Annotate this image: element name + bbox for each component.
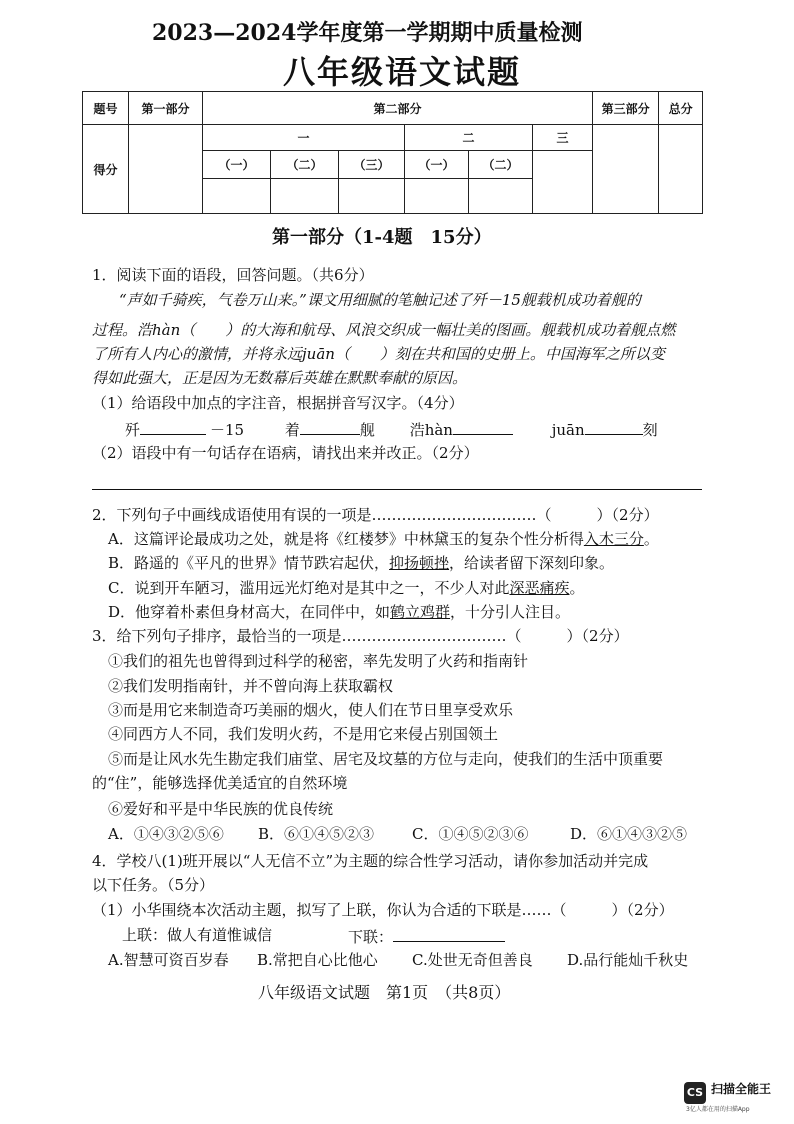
q1-sub2: （2）语段中有一句话存在语病，请找出来并改正。（2分） (92, 444, 479, 462)
q4-sub1: （1）小华围绕本次活动主题，拟写了上联，你认为合适的下联是……（ ）（2分） (92, 901, 674, 919)
cell-part3: 第三部分 (593, 92, 659, 125)
cell-s1: （一） (203, 151, 271, 179)
cell-total: 总分 (659, 92, 703, 125)
q1-answer-line[interactable] (92, 489, 702, 490)
fill3-blank[interactable] (453, 418, 513, 435)
cell-sec3: 三 (533, 125, 593, 151)
cell-s3-score[interactable] (339, 179, 405, 214)
cell-total-score[interactable] (659, 125, 703, 214)
fill4-char: juān (551, 421, 585, 439)
q4-lower-label: 下联： (348, 928, 394, 946)
q1-passage-line3: 了所有人内心的激情，并将永远juān（ ）刻在共和国的史册上。中国海军之所以变 (92, 345, 665, 363)
q4-lower-blank[interactable] (393, 925, 505, 942)
q2-option-d[interactable] (108, 602, 570, 622)
q3-sentence-5b: 的“住”，能够选择优美适宜的自然环境 (92, 774, 348, 792)
page-footer: 八年级语文试题 第1页 （共8页） (258, 983, 511, 1002)
q3-stem: 3．给下列句子排序，最恰当的一项是……………………………（ ）（2分） (92, 627, 629, 645)
q4-option-c[interactable]: C.处世无奇但善良 (412, 951, 533, 969)
q3-sentence-3: ③而是用它来制造奇巧美丽的烟火，使人们在节日里享受欢乐 (108, 701, 514, 719)
fill1-blank[interactable] (140, 418, 206, 435)
q1-sub1: （1）给语段中加点的字注音，根据拼音写汉字。（4分） (92, 394, 464, 412)
q2-option-a[interactable] (108, 529, 659, 549)
q4-upper-couplet: 上联：做人有道惟诚信 (122, 926, 273, 944)
q4-stem-line1: 4．学校八(1)班开展以“人无信不立”为主题的综合性学习活动，请你参加活动并完成 (92, 852, 649, 870)
cell-s5-score[interactable] (469, 179, 533, 214)
q4-option-b[interactable]: B.常把自心比他心 (257, 951, 378, 969)
q1-passage-line2: 过程。浩hàn（ ）的大海和航母、风浪交织成一幅壮美的图画。舰载机成功着舰点燃 (92, 321, 676, 339)
q2-option-b[interactable] (108, 553, 614, 573)
q1-stem: 1．阅读下面的语段，回答问题。（共6分） (92, 266, 374, 284)
exam-subtitle: 八年级语文试题 (283, 53, 522, 91)
q3-option-d[interactable]: D．⑥①④③②⑤ (570, 825, 688, 843)
q2-a-idiom: 入木三分 (583, 530, 644, 548)
fill2-blank[interactable] (300, 418, 360, 435)
cell-s4: （一） (405, 151, 469, 179)
q3-sentence-5a: ⑤而是让风水先生勘定我们庙堂、居宅及坟墓的方位与走向，使我们的生活中顶重要 (108, 750, 664, 768)
q3-sentence-6: ⑥爱好和平是中华民族的优良传统 (108, 800, 334, 818)
q2-b-idiom: 抑扬顿挫 (389, 554, 450, 572)
cell-defen: 得分 (83, 125, 129, 214)
cell-s5: （二） (469, 151, 533, 179)
q3-option-c[interactable]: C．①④⑤②③⑥ (412, 825, 529, 843)
q2-b-text: B．路遥的《平凡的世界》情节跌宕起伏， (108, 554, 390, 572)
cell-part1-score[interactable] (129, 125, 203, 214)
fill4-blank[interactable] (585, 418, 643, 435)
part1-heading: 第一部分（1-4题 15分） (272, 227, 492, 248)
cell-s1-score[interactable] (203, 179, 271, 214)
q1-fill-row (125, 418, 658, 440)
cell-tihao: 题号 (83, 92, 129, 125)
cell-sec2: 二 (405, 125, 533, 151)
fill3-char: 浩hàn (409, 421, 453, 439)
cell-part3-score[interactable] (593, 125, 659, 214)
q2-d-idiom: 鹤立鸡群 (390, 603, 451, 621)
fill4-suffix: 刻 (642, 421, 658, 439)
cell-s2-score[interactable] (271, 179, 339, 214)
q2-a-text: A．这篇评论最成功之处，就是将《红楼梦》中林黛玉的复杂个性分析得 (108, 530, 584, 548)
exam-title: 2023—2024学年度第一学期期中质量检测 (152, 20, 583, 46)
q1-passage-line4: 得如此强大，正是因为无数幕后英雄在默默奉献的原因。 (92, 369, 468, 387)
camscanner-tagline: 3亿人都在用的扫描App (686, 1106, 750, 1113)
camscanner-name: 扫描全能王 (711, 1082, 772, 1096)
fill2-suffix: 舰 (359, 421, 375, 439)
q4-option-a[interactable]: A.智慧可资百岁春 (108, 951, 229, 969)
cell-sec3-score[interactable] (533, 151, 593, 214)
q3-sentence-1: ①我们的祖先也曾得到过科学的秘密，率先发明了火药和指南针 (108, 652, 529, 670)
fill2-char: 着 (284, 421, 300, 439)
cell-part1: 第一部分 (129, 92, 203, 125)
q4-stem-line2: 以下任务。（5分） (92, 876, 215, 894)
cell-part2: 第二部分 (203, 92, 593, 125)
cell-s4-score[interactable] (405, 179, 469, 214)
q3-sentence-2: ②我们发明指南针，并不曾向海上获取霸权 (108, 677, 394, 695)
camscanner-logo-icon: CS (684, 1082, 706, 1104)
q3-option-b[interactable]: B．⑥①④⑤②③ (258, 825, 375, 843)
q2-option-c[interactable] (108, 578, 585, 598)
q3-option-a[interactable]: A．①④③②⑤⑥ (108, 825, 224, 843)
score-table (82, 91, 703, 214)
q2-d-text: D．他穿着朴素但身材高大，在同伴中，如 (108, 603, 391, 621)
q1-passage-line1: “声如千骑疾，气卷万山来。”课文用细腻的笔触记述了歼－15舰载机成功着舰的 (119, 291, 641, 309)
cell-s2: （二） (271, 151, 339, 179)
q2-c-end: 。 (569, 579, 585, 597)
q2-b-end: ，给读者留下深刻印象。 (449, 554, 615, 572)
q2-c-idiom: 深恶痛疾 (509, 579, 570, 597)
q2-c-text: C．说到开车陋习，滥用远光灯绝对是其中之一，不少人对此 (108, 579, 510, 597)
q4-lower-couplet (348, 925, 505, 947)
q2-a-end: 。 (643, 530, 659, 548)
cell-s3: （三） (339, 151, 405, 179)
q2-d-end: ，十分引人注目。 (450, 603, 571, 621)
fill1-suffix: －15 (210, 421, 245, 439)
q3-sentence-4: ④同西方人不同，我们发明火药，不是用它来侵占别国领土 (108, 725, 499, 743)
q4-option-d[interactable]: D.品行能灿千秋史 (567, 951, 689, 969)
fill1-char: 歼 (125, 421, 141, 439)
q2-stem: 2．下列句子中画线成语使用有误的一项是……………………………（ ）（2分） (92, 506, 659, 524)
cell-sec1: 一 (203, 125, 405, 151)
